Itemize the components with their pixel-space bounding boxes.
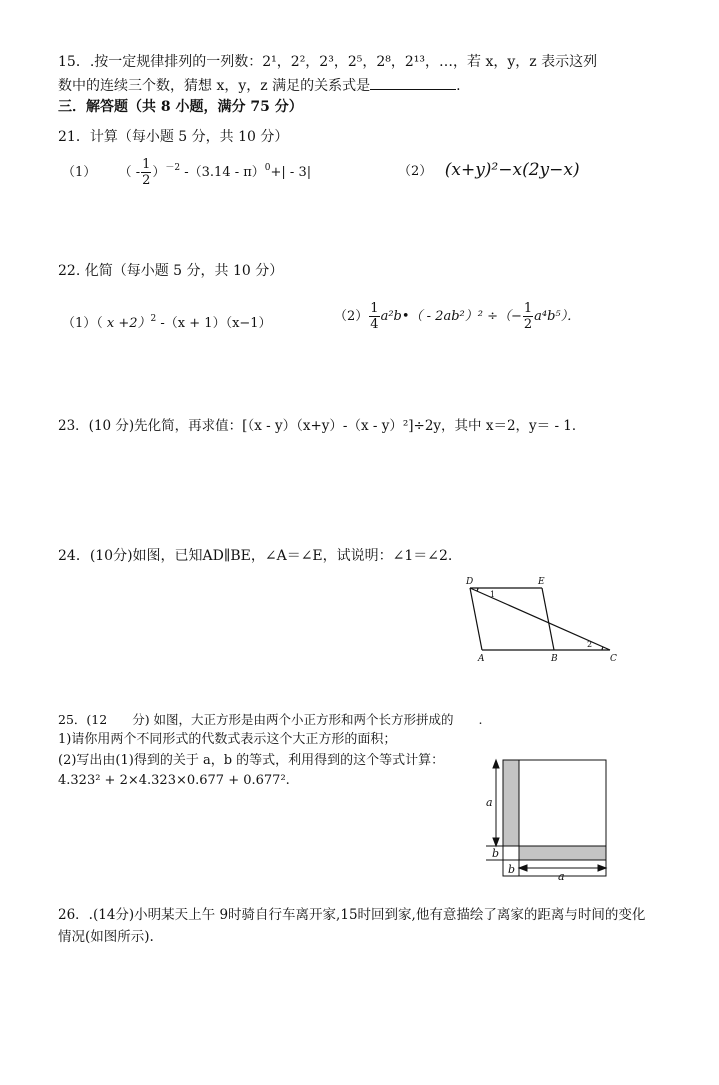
q22-p1-exp: 2 [150, 314, 157, 324]
q22-p2-num: 1 [370, 301, 379, 316]
q22-p2-den: 4 [370, 317, 379, 332]
q15-line2 [58, 75, 461, 96]
q26-line2: 情况(如图所示). [58, 929, 154, 945]
q24-label-d: D [466, 577, 474, 587]
q21-p2-expr: (x+y)²−x(2y−x) [444, 160, 580, 180]
q25-left-rectangle [503, 760, 519, 846]
q24-segment-eb [542, 588, 554, 650]
section3-title: 三．解答题（共 8 小题，满分 75 分） [58, 99, 303, 115]
q24-label-1: 1 [490, 590, 496, 599]
q21-p1-label: （1） [62, 165, 97, 180]
q24-label-a: A [478, 654, 485, 664]
q22-p1-expr: x +2） [102, 316, 151, 331]
q25-line1: 25．(12 分) 如图，大正方形是由两个小正方形和两个长方形拼成的 . [58, 712, 483, 727]
q25-line4: 4.323² + 2×4.323×0.677 + 0.677². [58, 773, 290, 788]
q22-p2-mid: a²b•（ - 2ab²）² ÷（− [380, 309, 522, 324]
q24-label-2: 2 [587, 640, 593, 649]
q22-p2-den2: 2 [523, 317, 533, 332]
q22-part2 [334, 302, 580, 331]
q21-p1-num: 1 [142, 157, 151, 172]
q15-line2-text: 数中的连续三个数，猜想 x，y，z 满足的关系式是 [58, 78, 371, 94]
q21-title: 21．计算（每小题 5 分，共 10 分） [58, 129, 289, 145]
q24-segment-da [470, 588, 482, 650]
q25-figure [482, 756, 612, 882]
q25-label-a-bottom: a [558, 870, 565, 882]
q22-p2-label: （2） [334, 309, 369, 324]
q25-label-b-bottom: b [508, 863, 516, 876]
q15-answer-blank [370, 75, 456, 90]
q24-text: 24．(10分)如图，已知AD∥BE，∠A＝∠E，试说明：∠1＝∠2. [58, 548, 453, 564]
q24-figure [460, 574, 625, 666]
q21-p2-label: （2） [398, 164, 433, 179]
q21-p1-close: ） [152, 165, 166, 180]
q25-arrow-up [493, 760, 499, 768]
q15-line1: 15．.按一定规律排列的一列数：2¹，2²，2³，2⁵，2⁸，2¹³，…，若 x，y，z 表示这列 [58, 54, 598, 70]
q21-part1 [62, 158, 311, 187]
q22-p2-fraction1 [369, 302, 379, 331]
q21-p1-open: （ - [118, 165, 141, 180]
q24-label-c: C [610, 654, 617, 664]
q21-p1-fraction [141, 158, 151, 187]
q21-p1-exp: －2 [165, 163, 181, 173]
q24-label-e: E [538, 577, 545, 587]
q21-p1-exp2: 0 [264, 163, 271, 173]
q21-p1-tail: +| - 3| [270, 165, 312, 180]
q23-text: 23．(10 分)先化简，再求值：[（x - y）（x+y）-（x - y）²]÷2y，其中 x＝2，y＝ - 1． [58, 418, 586, 434]
q25-arrow-down [493, 838, 499, 846]
q26-line1: 26．.(14分)小明某天上午 9时骑自行车离开家,15时回到家,他有意描绘了离家的距离与时间的变化 [58, 907, 646, 923]
q25-label-b-left: b [492, 847, 500, 860]
q25-label-a-left: a [486, 796, 493, 809]
q22-p2-num2: 1 [523, 301, 533, 316]
q22-p1-rest: -（x + 1）（x−1） [156, 316, 272, 331]
q22-p2-end: a⁴b⁵）． [534, 309, 581, 324]
q25-line3: (2)写出由(1)得到的关于 a，b 的等式，利用得到的这个等式计算： [58, 753, 445, 768]
q21-p1-den: 2 [142, 173, 151, 188]
q22-part1 [62, 312, 272, 331]
q24-label-b: B [551, 654, 558, 664]
q25-bottom-rectangle [519, 846, 606, 860]
q22-p2-fraction2 [523, 302, 533, 331]
q21-part2 [398, 160, 580, 180]
q22-p1-label: （1）（ [62, 316, 103, 331]
q15-line2-end: . [456, 78, 461, 94]
q25-line2: 1)请你用两个不同形式的代数式表示这个大正方形的面积； [58, 732, 397, 747]
q21-p1-rest: -（3.14 - π） [180, 165, 265, 180]
q22-title: 22. 化简（每小题 5 分，共 10 分） [58, 263, 284, 279]
